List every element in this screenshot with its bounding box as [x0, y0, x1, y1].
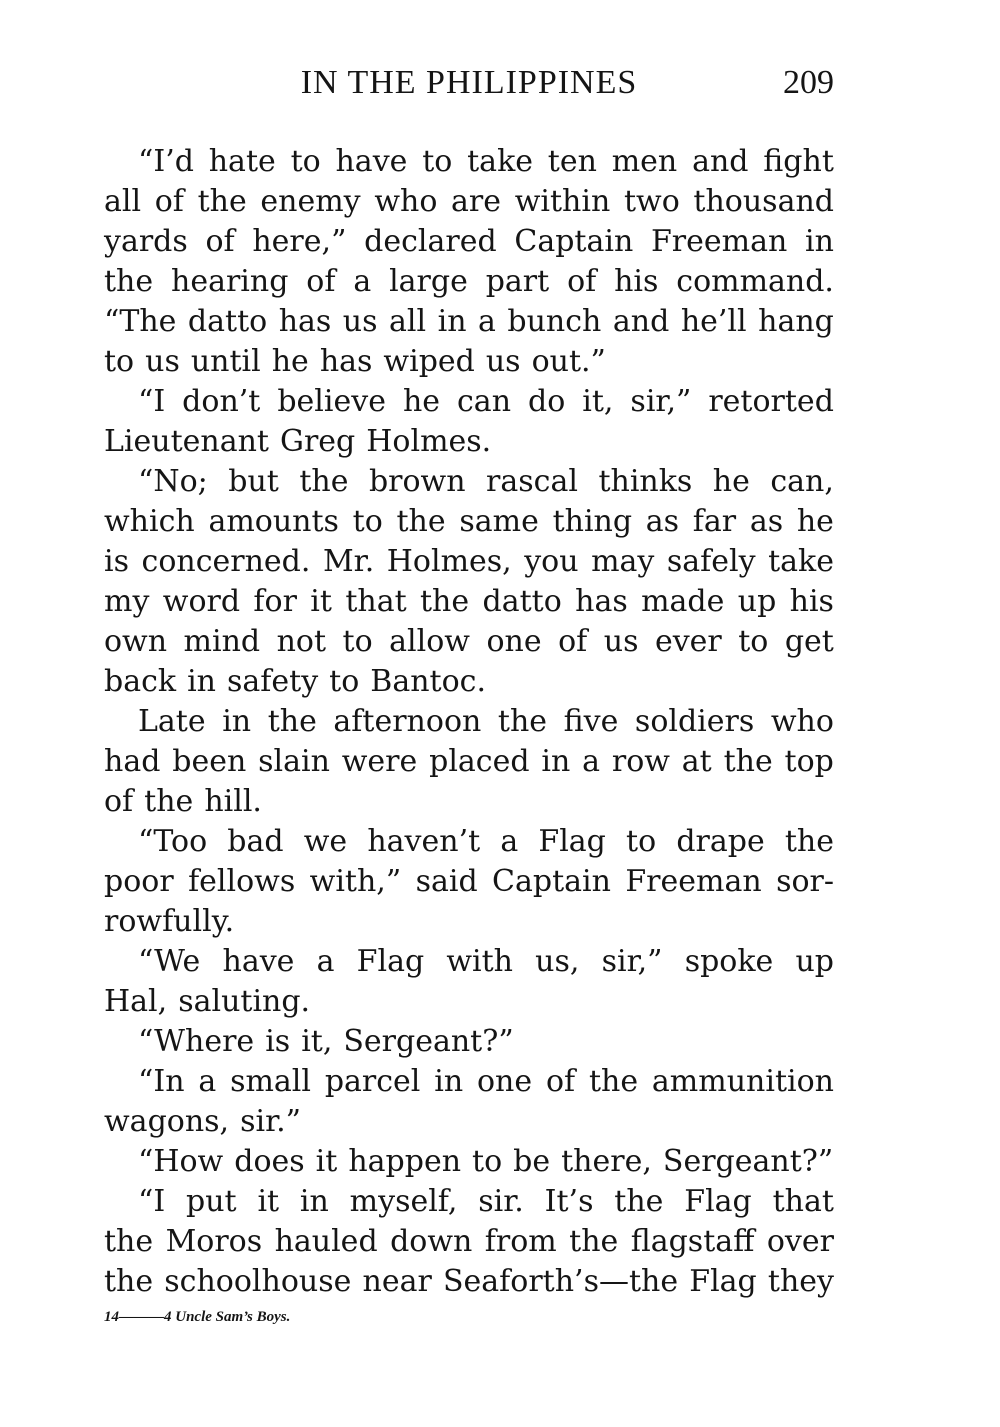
- text-line: “I don’t believe he can do it, sir,” retorted: [138, 384, 834, 419]
- text-line: wagons, sir.”: [104, 1104, 302, 1139]
- text-line: the hearing of a large part of his command.: [104, 264, 834, 299]
- text-line: is concerned. Mr. Holmes, you may safely take: [104, 544, 834, 579]
- body-text: [104, 142, 834, 1302]
- text-line: “How does it happen to be there, Sergeant?”: [138, 1144, 834, 1179]
- running-title: IN THE PHILIPPINES: [300, 64, 638, 101]
- text-line: the Moros hauled down from the flagstaff over: [104, 1224, 834, 1259]
- text-line: “I’d hate to have to take ten men and fight: [138, 144, 834, 179]
- text-line: all of the enemy who are within two thousand: [104, 184, 834, 219]
- text-line: own mind not to allow one of us ever to get: [104, 624, 834, 659]
- text-line: Hal, saluting.: [104, 984, 311, 1019]
- text-line: “No; but the brown rascal thinks he can,: [138, 464, 834, 499]
- text-line: “We have a Flag with us, sir,” spoke up: [138, 944, 834, 979]
- text-line: poor fellows with,” said Captain Freeman sor-: [104, 864, 834, 899]
- printer-signature: 14———4 Uncle Sam’s Boys.: [104, 1309, 291, 1325]
- text-line: “In a small parcel in one of the ammunition: [138, 1064, 834, 1099]
- text-line: the schoolhouse near Seaforth’s—the Flag they: [104, 1264, 834, 1299]
- text-line: rowfully.: [104, 904, 235, 939]
- text-line: to us until he has wiped us out.”: [104, 344, 606, 379]
- page-header: [104, 60, 834, 106]
- text-line: “I put it in myself, sir. It’s the Flag that: [138, 1184, 834, 1219]
- text-line: my word for it that the datto has made up his: [104, 584, 834, 619]
- text-line: of the hill.: [104, 784, 262, 819]
- text-line: which amounts to the same thing as far as he: [104, 504, 834, 539]
- text-line: Late in the afternoon the five soldiers who: [138, 704, 834, 739]
- text-line: “The datto has us all in a bunch and he’ll hang: [104, 304, 834, 339]
- page-number: 209: [783, 64, 834, 101]
- text-line: “Too bad we haven’t a Flag to drape the: [138, 824, 834, 859]
- text-line: yards of here,” declared Captain Freeman in: [104, 224, 834, 259]
- text-line: back in safety to Bantoc.: [104, 664, 486, 699]
- text-line: had been slain were placed in a row at the top: [104, 744, 834, 779]
- text-line: “Where is it, Sergeant?”: [138, 1024, 514, 1059]
- text-line: Lieutenant Greg Holmes.: [104, 424, 492, 459]
